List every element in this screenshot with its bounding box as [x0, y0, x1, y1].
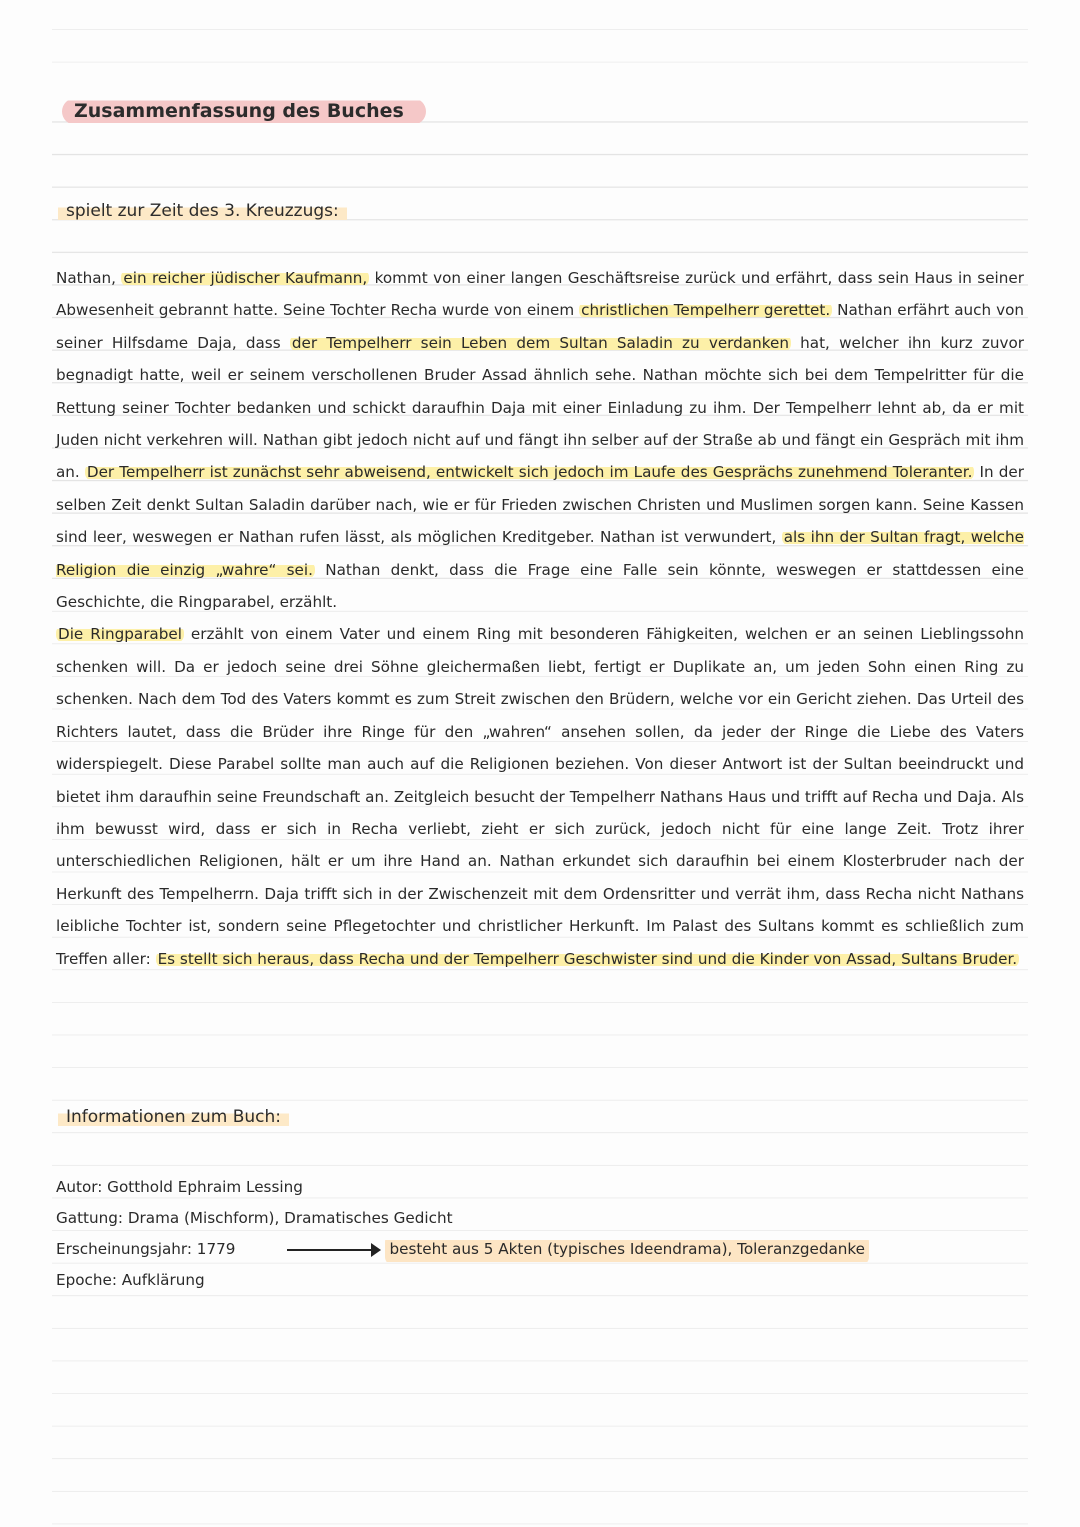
info-heading: Informationen zum Buch: [58, 1106, 289, 1128]
setting-heading: spielt zur Zeit des 3. Kreuzzugs: [58, 200, 347, 222]
info-author [56, 1172, 1024, 1203]
summary-text-segment: In der selben Zeit denkt Sultan Saladin darüber nach, wie er für Frieden zwischen Christen und Muslimen sorgen kann. Seine Kassen sind leer, weswegen er Nathan rufen lässt, als möglichen Kreditgeber. Nathan ist verwundert, [56, 463, 1024, 547]
summary-text-segment: Nathan, [56, 269, 122, 287]
summary-text-segment: Nathan erfährt auch von seiner Hilfsdame Daja, dass [56, 301, 1024, 352]
summary-text-segment: kommt von einer langen Geschäftsreise zurück und erfährt, dass sein Haus in seiner Abwesenheit gebrannt hatte. Seine Tochter Recha wurde von einem [56, 269, 1024, 320]
summary-text-segment: Nathan denkt, dass die Frage eine Falle sein könnte, weswegen er stattdessen eine Geschichte, die Ringparabel, erzählt. [56, 560, 1024, 612]
author-text: Autor: Gotthold Ephraim Lessing [56, 1178, 303, 1196]
summary-text [56, 262, 1024, 975]
highlighted-text: Es stellt sich heraus, dass Recha und der Tempelherr Geschwister sind und die Kinder von Assad, Sultans Bruder. [157, 949, 1018, 968]
arrow-right-icon [287, 1249, 379, 1251]
highlighted-text: der Tempelherr sein Leben dem Sultan Saladin zu verdanken [291, 333, 789, 352]
summary-text-segment: erzählt von einem Vater und einem Ring mit besonderen Fähigkeiten, welchen er an seinen Lieblingssohn schenken will. Da er jedoch seine drei Söhne gleichermaßen liebt, fertigt er Duplikate an, um jeden Sohn einen Ring zu schenken. Nach dem Tod des Vaters kommt es zum Streit zwischen den Brüdern, welche vor ein Gericht ziehen. Das Urteil des Richters lautet, dass die Brüder ihre Ringe für den „wahren“ ansehen sollen, da jeder der Ringe die Liebe des Vaters widerspiegelt. Diese Parabel sollte man auch auf die Religionen beziehen. Von dieser Antwort ist der Sultan beeindruckt und bietet ihm daraufhin seine Freundschaft an. Zeitgleich besucht der Tempelherr Nathans Haus und trifft auf Recha und Daja. Als ihm bewusst wird, dass er sich in Recha verliebt, zieht er sich zurück, jedoch nicht für eine lange Zeit. Trotz ihrer unterschiedlichen Religionen, hält er um ihre Hand an. Nathan erkundet sich daraufhin bei einem Klosterbruder nach der Herkunft des Tempelherrn. Daja trifft sich in der Zwischenzeit mit dem Ordensritter und verrät ihm, dass Recha nicht Nathans leibliche Tochter ist, sondern seine Pflegetochter und christlicher Herkunft. Im Palast des Sultans kommt es schließlich zum Treffen aller: [56, 625, 1024, 968]
summary-paragraph-1 [56, 262, 1024, 618]
epoch-text: Epoche: Aufklärung [56, 1271, 205, 1289]
highlighted-text: christlichen Tempelherr gerettet. [581, 301, 831, 320]
page-title: Zusammenfassung des Buches [62, 98, 426, 125]
year-note: besteht aus 5 Akten (typisches Ideendrama), Toleranzgedanke [385, 1234, 869, 1265]
info-genre [56, 1203, 1024, 1234]
book-info [56, 1172, 1024, 1296]
year-text: Erscheinungsjahr: 1779 [56, 1240, 236, 1258]
info-year [56, 1234, 1024, 1265]
highlighted-text: ein reicher jüdischer Kaufmann, [123, 269, 368, 287]
summary-text-segment: hat, welcher ihn kurz zuvor begnadigt hatte, weil er seinem verschollenen Bruder Assad ähnlich sehe. Nathan möchte sich bei dem Tempelritter für die Rettung seiner Tochter bedanken und schickt daraufhin Daja mit einer Einladung zu ihm. Der Tempelherr lehnt ab, da er mit Juden nicht verkehren will. Nathan gibt jedoch nicht auf und fängt ihn selber auf der Straße ab und fängt ein Gespräch mit ihm an. [56, 333, 1024, 482]
summary-paragraph-2 [56, 618, 1024, 974]
highlighted-text: Der Tempelherr ist zunächst sehr abweisend, entwickelt sich jedoch im Laufe des Gesprächs zunehmend Toleranter. [86, 463, 973, 482]
highlighted-text: als ihn der Sultan fragt, welche Religion die einzig „wahre“ sei. [56, 528, 1024, 579]
highlighted-text: Die Ringparabel [58, 625, 182, 644]
genre-text: Gattung: Drama (Mischform), Dramatisches Gedicht [56, 1209, 453, 1227]
info-epoch [56, 1265, 1024, 1296]
